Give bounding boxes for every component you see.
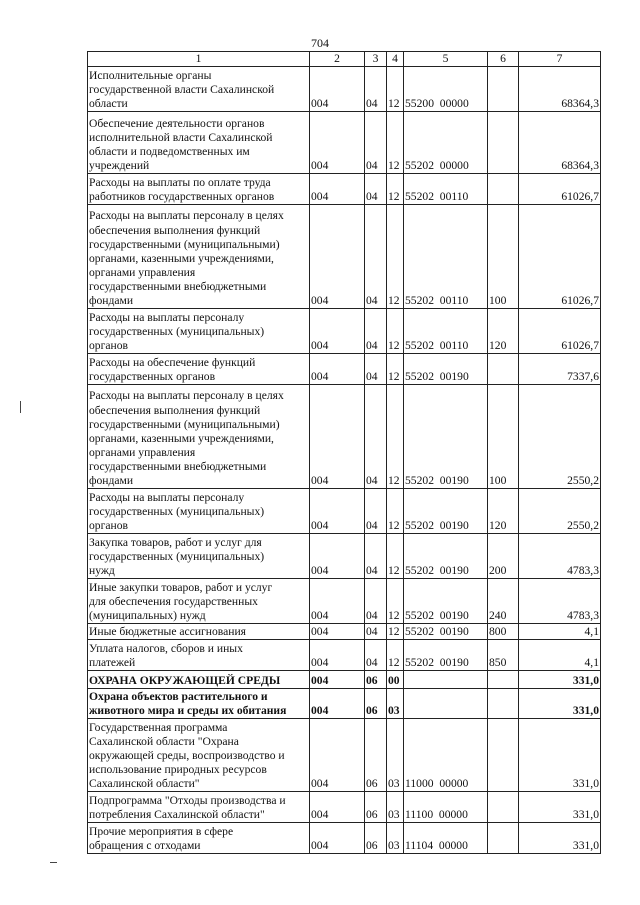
cell-c3: 04 [365,354,387,385]
cell-c6 [488,689,519,719]
cell-c4: 12 [387,112,404,174]
row-name-line: государственных (муниципальных) [89,549,265,563]
row-name-line: Государственная программа [89,720,228,734]
cell-c5: 55202 00190 [404,579,488,624]
column-header-7: 7 [519,52,601,67]
row-name-line: Сахалинской области "Охрана [89,734,239,748]
cell-c2: 004 [310,67,365,112]
cell-c5: 55202 00110 [404,205,488,309]
row-name-line: исполнительной власти Сахалинской [89,130,273,144]
cell-c3: 06 [365,689,387,719]
row-name [88,174,310,205]
row-name-line: потребления Сахалинской области" [89,808,265,821]
row-name [88,489,310,534]
row-name-line: платежей [89,656,136,669]
cell-c4: 12 [387,385,404,489]
row-name [88,640,310,671]
cell-c6 [488,354,519,385]
row-name-line: области [89,97,128,110]
cell-c3: 04 [365,112,387,174]
cell-c3: 06 [365,671,387,689]
cell-c4: 12 [387,640,404,671]
row-name-line: использование природных ресурсов [89,762,267,776]
cell-c5 [404,671,488,689]
cell-c5 [404,689,488,719]
row-name-line: Расходы на выплаты персоналу в целях [89,389,284,403]
cell-c2: 004 [310,174,365,205]
table-row [88,205,601,309]
row-name-line: Уплата налогов, сборов и иных [89,641,243,655]
row-name-line: государственными (муниципальными) [89,417,280,431]
table-row [88,689,601,719]
cell-c3: 06 [365,719,387,792]
cell-c3: 04 [365,385,387,489]
cell-c7: 68364,3 [519,67,601,112]
row-name-line: обращения с отходами [89,839,201,852]
cell-c5: 11104 00000 [404,823,488,854]
table-row [88,624,601,640]
row-name [88,534,310,579]
cell-c6 [488,823,519,854]
row-name [88,689,310,719]
row-name [88,112,310,174]
row-name-line: Расходы на выплаты персоналу [89,310,245,324]
table-row [88,385,601,489]
cell-c7: 7337,6 [519,354,601,385]
cell-c6: 120 [488,309,519,354]
cell-c4: 12 [387,579,404,624]
column-header-4: 4 [387,52,404,67]
column-header-1: 1 [88,52,310,67]
row-name-line: органов [89,339,128,352]
cell-c4: 12 [387,624,404,640]
row-name-line: Прочие мероприятия в сфере [89,824,234,838]
cell-c6 [488,112,519,174]
row-name-line: животного мира и среды их обитания [89,704,287,717]
row-name-line: (муниципальных) нужд [89,609,206,622]
cell-c5: 55202 00110 [404,309,488,354]
cell-c3: 06 [365,792,387,823]
row-name [88,309,310,354]
cell-c2: 004 [310,671,365,689]
table-row [88,823,601,854]
cell-c5: 55202 00190 [404,385,488,489]
row-name-line: фондами [89,294,134,307]
row-name-line: нужд [89,564,115,577]
cell-c6: 200 [488,534,519,579]
table-row [88,309,601,354]
row-name [88,579,310,624]
row-name-line: государственных органов [89,370,216,383]
cell-c5: 11000 00000 [404,719,488,792]
cell-c6: 240 [488,579,519,624]
row-name-line: государственными внебюджетными [89,459,267,473]
row-name [88,385,310,489]
cell-c7: 4,1 [519,624,601,640]
cell-c2: 004 [310,792,365,823]
cell-c2: 004 [310,205,365,309]
row-name-line: Иные бюджетные ассигнования [89,625,246,638]
row-name-line: Расходы на обеспечение функций [89,355,256,369]
row-name-line: Сахалинской области" [89,777,200,790]
cell-c2: 004 [310,534,365,579]
cell-c7: 68364,3 [519,112,601,174]
row-name-line: Охрана объектов растительного и [89,689,268,703]
table-row [88,640,601,671]
cell-c2: 004 [310,354,365,385]
row-name-line: государственными (муниципальными) [89,237,280,251]
cell-c7: 331,0 [519,671,601,689]
cell-c4: 03 [387,689,404,719]
cell-c2: 004 [310,309,365,354]
table-row [88,671,601,689]
cell-c6 [488,174,519,205]
cell-c6: 100 [488,205,519,309]
row-name-line: работников государственных органов [89,190,275,203]
header-row [88,52,601,67]
column-header-6: 6 [488,52,519,67]
cell-c4: 03 [387,792,404,823]
row-name [88,719,310,792]
cell-c4: 12 [387,309,404,354]
cell-c5: 55202 00190 [404,489,488,534]
table-row [88,174,601,205]
cell-c4: 12 [387,534,404,579]
row-name [88,354,310,385]
cell-c2: 004 [310,112,365,174]
cell-c6: 100 [488,385,519,489]
cell-c5: 11100 00000 [404,792,488,823]
row-name [88,205,310,309]
cell-c7: 4783,3 [519,579,601,624]
cell-c7: 331,0 [519,719,601,792]
cell-c6 [488,671,519,689]
cell-c3: 04 [365,489,387,534]
row-name-line: органов [89,519,128,532]
row-name-line: фондами [89,474,134,487]
cell-c5: 55202 00000 [404,112,488,174]
cell-c2: 004 [310,823,365,854]
cell-c4: 12 [387,205,404,309]
table-row [88,112,601,174]
cell-c4: 03 [387,823,404,854]
cell-c7: 4,1 [519,640,601,671]
cell-c4: 12 [387,174,404,205]
cell-c3: 04 [365,624,387,640]
row-name-line: Расходы на выплаты персоналу в целях [89,209,284,223]
row-name-line: Иные закупки товаров, работ и услуг [89,580,273,594]
page-number: 704 [311,36,329,50]
row-name-line: Расходы на выплаты персоналу [89,490,245,504]
cell-c4: 03 [387,719,404,792]
column-header-3: 3 [365,52,387,67]
cell-c3: 04 [365,579,387,624]
cell-c7: 2550,2 [519,385,601,489]
row-name-line: государственными внебюджетными [89,279,267,293]
cell-c5: 55202 00190 [404,624,488,640]
row-name-line: области и подведомственных им [89,144,250,158]
table-body [88,67,601,854]
cell-c2: 004 [310,385,365,489]
table-row [88,534,601,579]
row-name-line: Закупка товаров, работ и услуг для [89,535,262,549]
row-name-line: обеспечения выполнения функций [89,223,261,237]
cell-c6 [488,719,519,792]
cell-c6: 800 [488,624,519,640]
table-row [88,354,601,385]
row-name-line: обеспечения выполнения функций [89,403,261,417]
row-name-line: Исполнительные органы [89,68,212,82]
column-header-2: 2 [310,52,365,67]
cell-c2: 004 [310,640,365,671]
row-name [88,624,310,640]
row-name-line: органами управления [89,445,196,459]
scan-mark [50,862,57,863]
scan-mark [20,401,21,413]
cell-c4: 00 [387,671,404,689]
cell-c7: 2550,2 [519,489,601,534]
cell-c5: 55202 00190 [404,354,488,385]
cell-c2: 004 [310,689,365,719]
cell-c4: 12 [387,489,404,534]
row-name-line: Подпрограмма "Отходы производства и [89,793,286,807]
cell-c7: 331,0 [519,689,601,719]
row-name-line: окружающей среды, воспроизводство и [89,748,285,762]
cell-c6 [488,67,519,112]
cell-c2: 004 [310,624,365,640]
row-name-line: Обеспечение деятельности органов [89,116,265,130]
row-name-line: для обеспечения государственных [89,594,258,608]
cell-c3: 06 [365,823,387,854]
cell-c3: 04 [365,309,387,354]
cell-c7: 4783,3 [519,534,601,579]
cell-c5: 55200 00000 [404,67,488,112]
row-name-line: государственной власти Сахалинской [89,82,275,96]
table-row [88,792,601,823]
row-name [88,792,310,823]
cell-c3: 04 [365,174,387,205]
row-name-line: органами, казенными учреждениями, [89,251,274,265]
table-row [88,579,601,624]
cell-c7: 61026,7 [519,309,601,354]
cell-c7: 61026,7 [519,174,601,205]
cell-c5: 55202 00110 [404,174,488,205]
cell-c3: 04 [365,640,387,671]
cell-c7: 331,0 [519,823,601,854]
table-row [88,489,601,534]
cell-c7: 61026,7 [519,205,601,309]
cell-c4: 12 [387,354,404,385]
row-name [88,823,310,854]
cell-c6: 850 [488,640,519,671]
cell-c2: 004 [310,719,365,792]
cell-c3: 04 [365,67,387,112]
cell-c7: 331,0 [519,792,601,823]
column-header-5: 5 [404,52,488,67]
cell-c5: 55202 00190 [404,534,488,579]
cell-c6 [488,792,519,823]
cell-c2: 004 [310,489,365,534]
row-name-line: государственных (муниципальных) [89,504,265,518]
row-name-line: органами управления [89,265,196,279]
row-name-line: Расходы на выплаты по оплате труда [89,175,271,189]
row-name-line: учреждений [89,159,150,172]
cell-c3: 04 [365,205,387,309]
row-name-line: государственных (муниципальных) [89,324,265,338]
cell-c3: 04 [365,534,387,579]
cell-c2: 004 [310,579,365,624]
row-name [88,67,310,112]
table-row [88,719,601,792]
cell-c4: 12 [387,67,404,112]
row-name-line: ОХРАНА ОКРУЖАЮЩЕЙ СРЕДЫ [89,674,281,687]
cell-c6: 120 [488,489,519,534]
row-name [88,671,310,689]
row-name-line: органами, казенными учреждениями, [89,431,274,445]
budget-table [87,51,601,854]
cell-c5: 55202 00190 [404,640,488,671]
table-row [88,67,601,112]
